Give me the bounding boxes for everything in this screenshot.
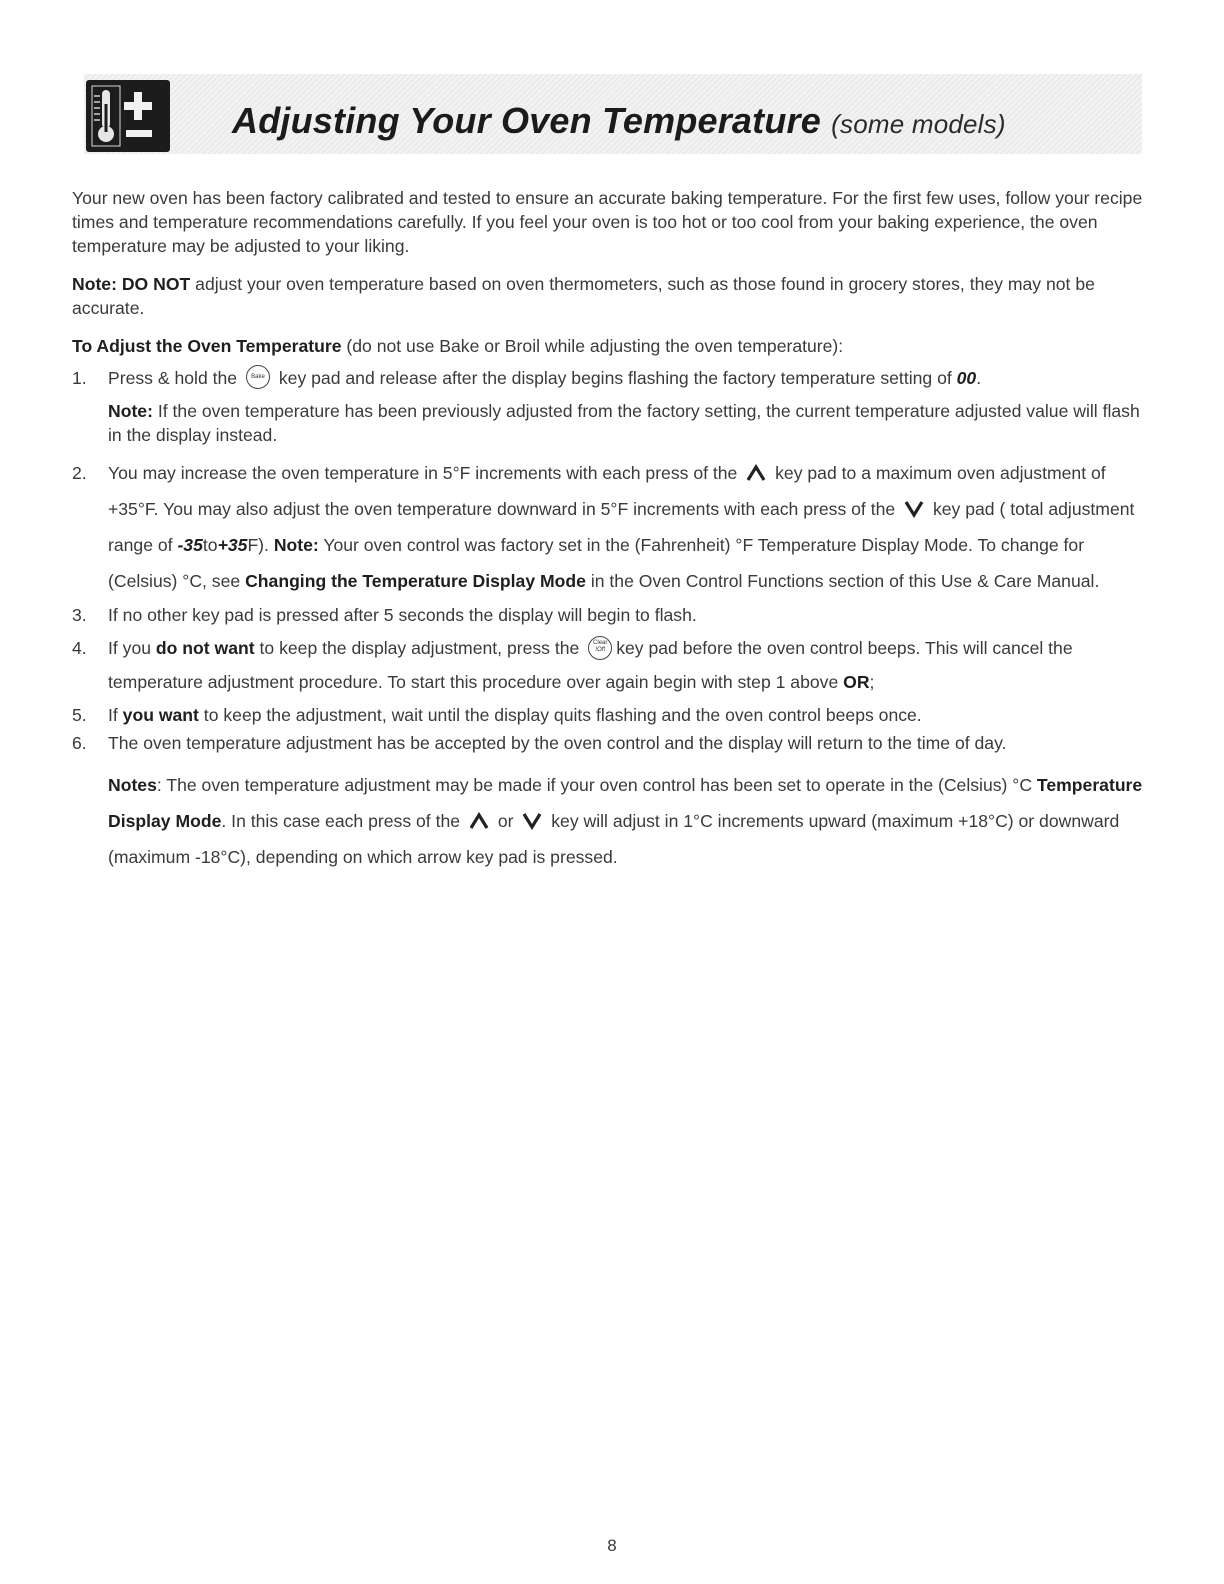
page-title — [232, 100, 1006, 142]
step-4-post: key pad before the oven control beeps. This will cancel the temperature adjustment procedure. To start this procedure over again begin with step 1 above — [108, 638, 1073, 693]
range-high: +35 — [217, 535, 248, 556]
step-1-text — [108, 366, 1144, 391]
notes-or: or — [497, 811, 514, 832]
step-1-note-label: Note: — [108, 401, 153, 422]
title-subtitle: (some models) — [831, 109, 1006, 139]
procedure-heading-rest: (do not use Bake or Broil while adjusting the oven temperature): — [341, 336, 844, 356]
clear-key-label-bottom: /Off — [595, 646, 605, 653]
step-4-or: OR — [843, 672, 870, 693]
step-6 — [72, 731, 1144, 755]
notes-label: Notes — [108, 775, 157, 796]
clear-off-key-icon — [588, 636, 612, 660]
step-5-text — [108, 703, 1144, 727]
step-1-note-text: If the oven temperature has been previously adjusted from the factory setting, the current temperature adjusted value will flash in the display instead. — [108, 401, 1140, 446]
step-3-text: If no other key pad is pressed after 5 seconds the display will begin to flash. — [108, 605, 697, 626]
step-4 — [72, 631, 1144, 699]
step-2-f: F). — [247, 535, 274, 556]
factory-setting-value: 00 — [956, 368, 977, 388]
thermometer-plus-minus-icon — [86, 80, 170, 152]
step-2-note-label: Note: — [273, 535, 319, 556]
step-1-note — [108, 399, 1144, 447]
step-4-mid: to keep the display adjustment, press the — [254, 638, 580, 659]
step-number: 2. — [72, 463, 87, 484]
temperature-display-mode-reference: Changing the Temperature Display Mode — [245, 571, 586, 592]
up-arrow-icon — [746, 464, 766, 482]
step-2 — [72, 455, 1144, 599]
step-5 — [72, 703, 1144, 727]
step-4-text — [108, 631, 1144, 699]
step-5-post: to keep the adjustment, wait until the display quits flashing and the oven control beeps once. — [198, 705, 922, 726]
step-4-bold: do not want — [155, 638, 255, 659]
bake-key-icon — [246, 365, 270, 389]
step-1 — [72, 366, 1144, 447]
note-text: adjust your oven temperature based on oven thermometers, such as those found in grocery stores, they may not be accurate. — [72, 274, 1095, 318]
page-content — [72, 186, 1144, 875]
down-arrow-icon — [522, 812, 542, 830]
step-5-bold: you want — [122, 705, 199, 726]
step-1-pre: Press & hold the — [108, 368, 238, 388]
step-number: 3. — [72, 605, 87, 626]
step-5-pre: If — [108, 705, 123, 726]
range-low: -35 — [177, 535, 203, 556]
step-2-part-e: in the Oven Control Functions section of this Use & Care Manual. — [585, 571, 1100, 592]
step-2-part-c: key pad ( total adjustment range of — [108, 499, 1135, 556]
step-1-post: key pad and release after the display begins flashing the factory temperature setting of — [278, 368, 952, 388]
notes-part-b: . In this case each press of the — [221, 811, 461, 832]
step-3 — [72, 603, 1144, 627]
steps-list — [72, 366, 1144, 755]
bake-key-label: Bake — [251, 374, 265, 381]
title-banner — [84, 74, 1142, 154]
step-6-text: The oven temperature adjustment has be accepted by the oven control and the display will return to the time of day. — [108, 733, 1007, 754]
step-2-text — [108, 455, 1144, 599]
notes-part-a: : The oven temperature adjustment may be made if your oven control has been set to operate in the (Celsius) °C — [156, 775, 1037, 796]
range-to: to — [202, 535, 218, 556]
page-number: 8 — [607, 1536, 617, 1555]
step-1-end: . — [976, 368, 982, 388]
step-number: 1. — [72, 368, 87, 388]
step-2-part-b: key pad to a maximum oven adjustment of +35°F. You may also adjust the oven temperature downward in 5°F increments with each press of the — [108, 463, 1106, 520]
up-arrow-icon — [469, 812, 489, 830]
step-4-end: ; — [869, 672, 875, 693]
clear-key-label-top: Clear — [593, 639, 608, 646]
step-2-part-d: Your oven control was factory set in the (Fahrenheit) °F Temperature Display Mode. To change for (Celsius) °C, see — [108, 535, 1085, 592]
step-4-pre: If you — [108, 638, 156, 659]
step-number: 5. — [72, 705, 87, 726]
procedure-heading — [72, 334, 1144, 358]
notes-paragraph — [72, 767, 1144, 875]
notes-part-c: key will adjust in 1°C increments upward (maximum +18°C) or downward (maximum -18°C), depending on which arrow key pad is pressed. — [108, 811, 1120, 868]
procedure-heading-bold: To Adjust the Oven Temperature — [72, 336, 342, 356]
notes-mode: Temperature Display Mode — [108, 775, 1143, 832]
down-arrow-icon — [904, 500, 924, 518]
title-text: Adjusting Your Oven Temperature — [232, 100, 821, 141]
note-label: Note: DO NOT — [72, 274, 191, 294]
step-2-part-a: You may increase the oven temperature in 5°F increments with each press of the — [108, 463, 738, 484]
note-paragraph — [72, 272, 1144, 320]
step-number: 6. — [72, 733, 87, 754]
intro-paragraph: Your new oven has been factory calibrated and tested to ensure an accurate baking temperature. For the first few uses, follow your recipe times and temperature recommendations carefully. If you feel your oven is too hot or too cool from your baking experience, the oven temperature may be adjusted to your liking. — [72, 188, 1143, 256]
step-number: 4. — [72, 638, 87, 659]
